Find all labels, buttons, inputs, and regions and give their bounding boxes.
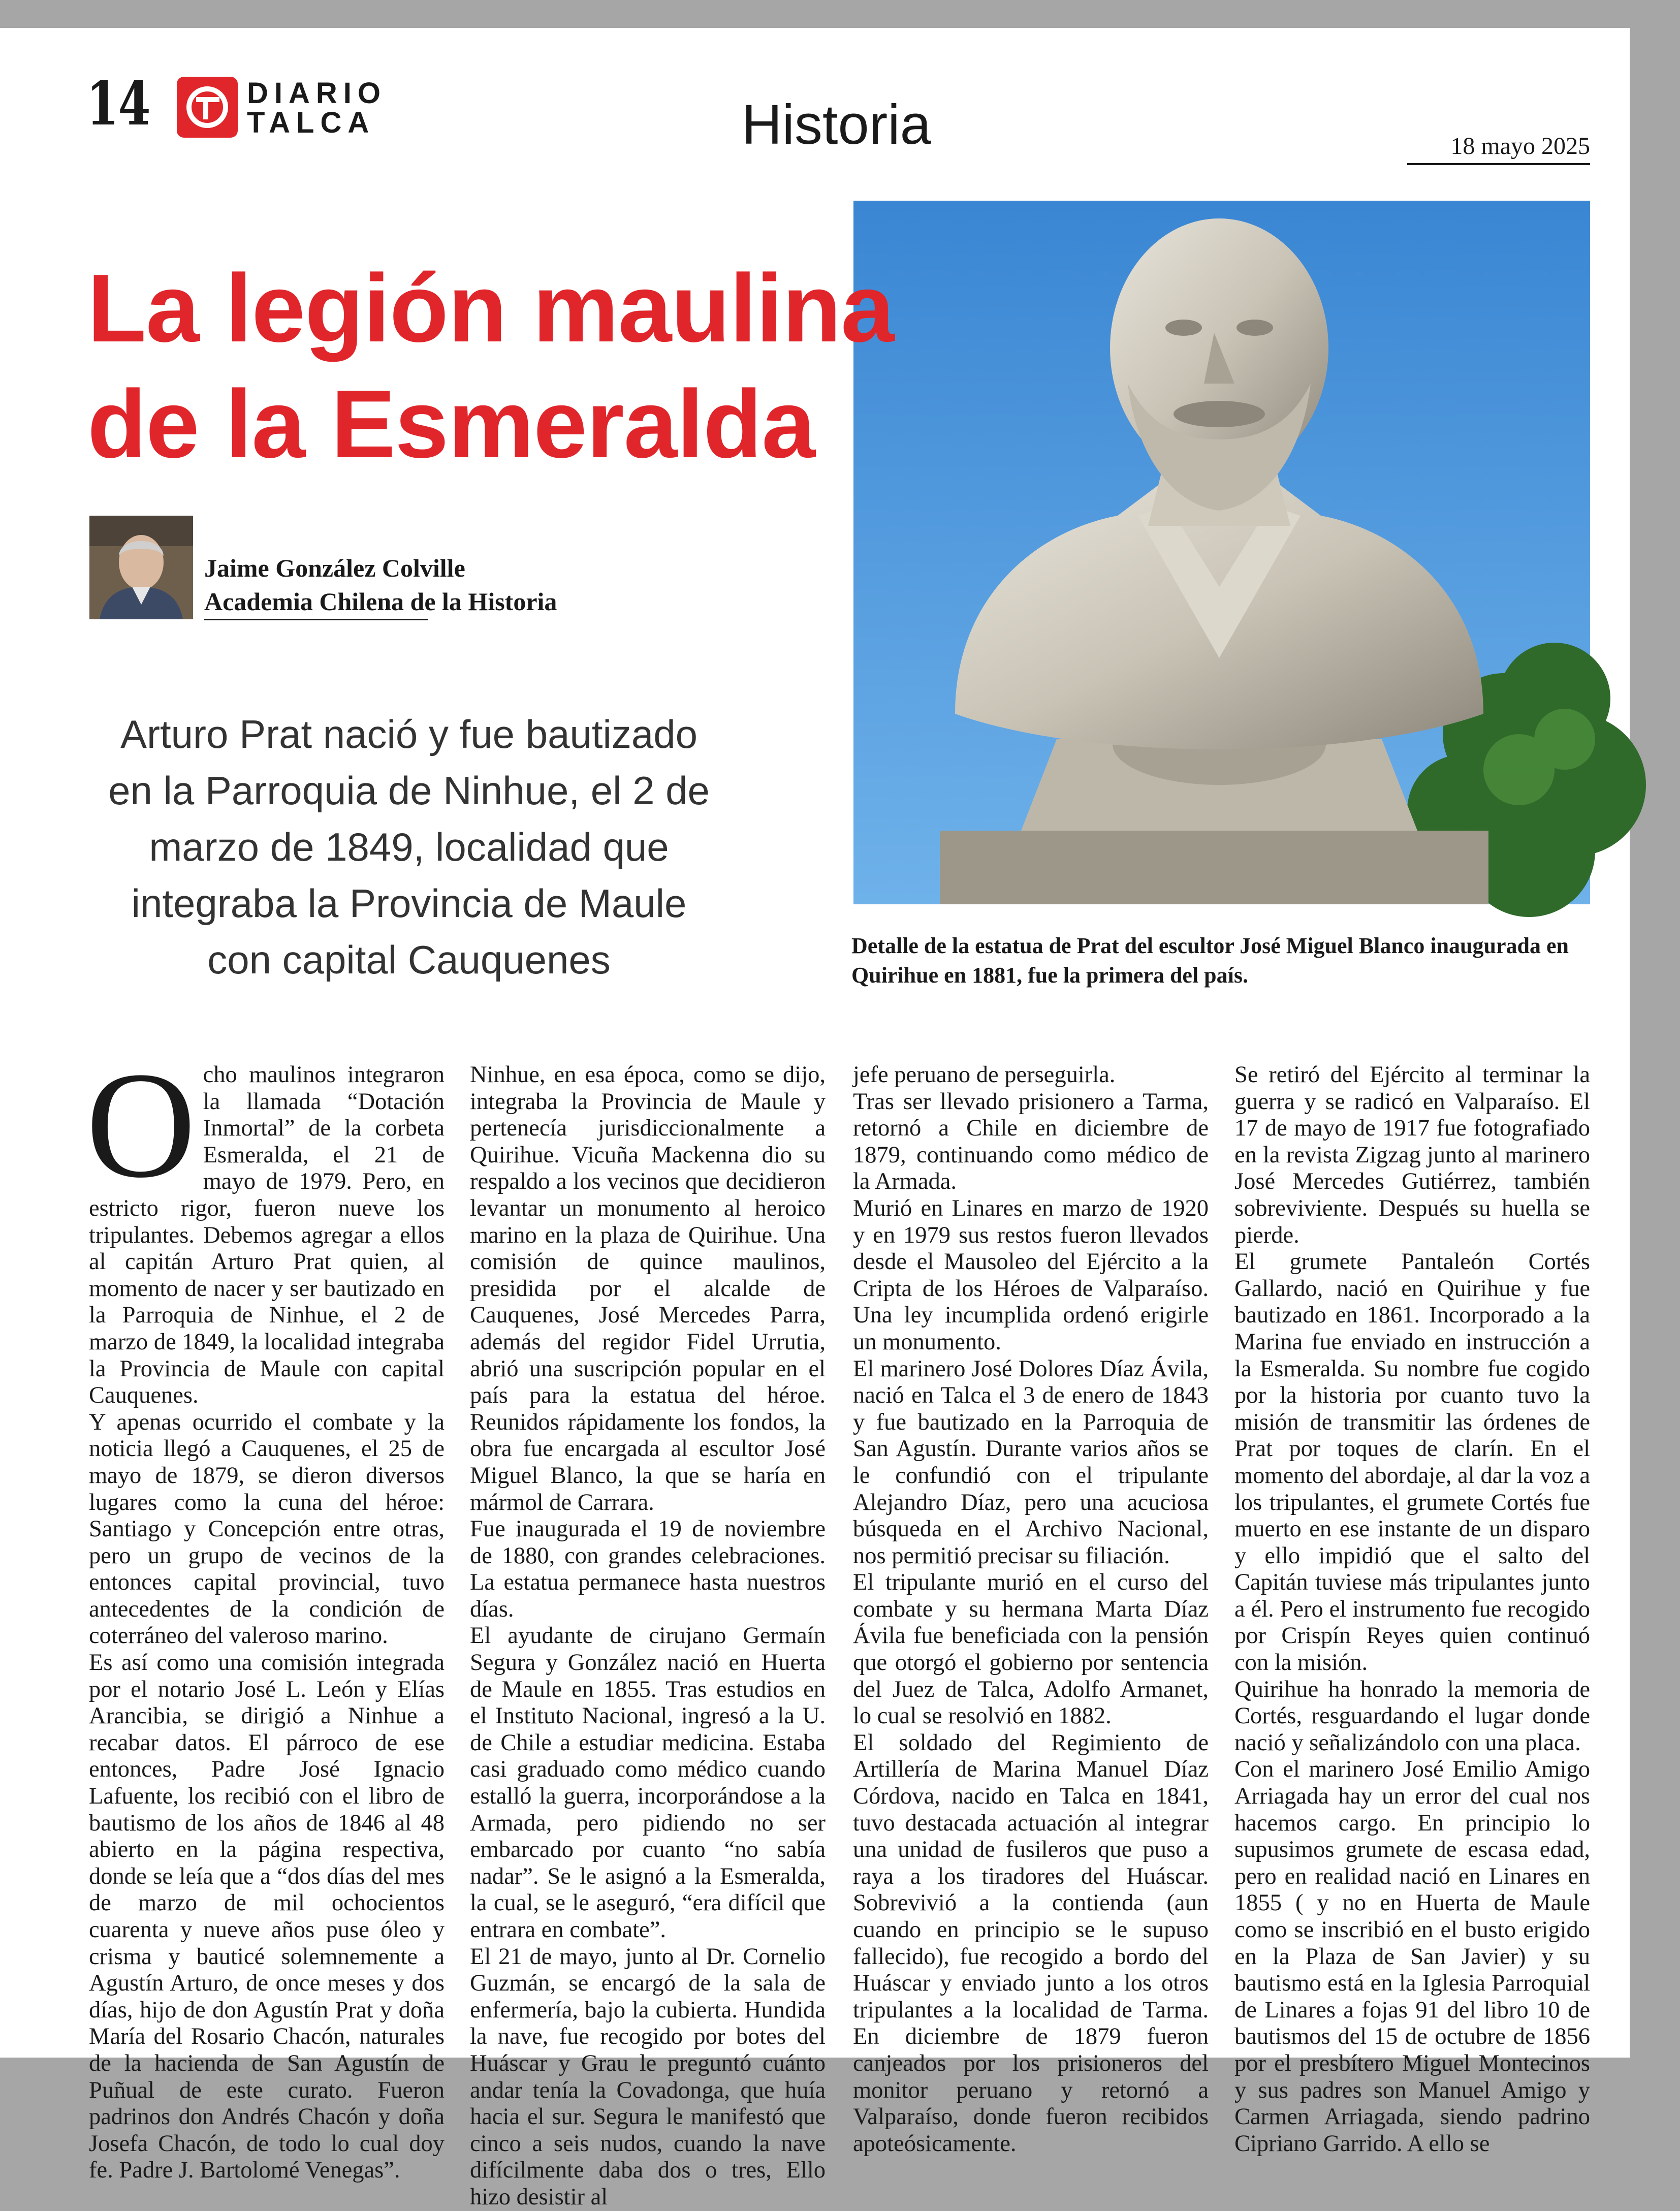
paragraph: Tras ser llevado prisionero a Tarma, retornó a Chile en diciembre de 1879, continuando como médico de la Armada. [853,1088,1209,1195]
headline-line-2: de la Esmeralda [87,366,820,482]
headline-line-1: La legión maulina [87,255,894,362]
paragraph: Ninhue, en esa época, como se dijo, integraba la Provincia de Maule y pertenecía jurisdiccionalmente a Quirihue. Vicuña Mackenna dio su respaldo a los vecinos que decidieron levantar un monumento al heroico marino en la plaza de Quirihue. Una comisión de quince maulinos, presidida por el alcalde de Cauquenes, José Mercedes Parra, además del regidor Fidel Urrutia, abrió una suscripción popular en el país para la estatua del héroe. Reunidos rápidamente los fondos, la obra fue encargada al escultor José Miguel Blanco, la que se haría en mármol de Carrara. [470,1062,826,1515]
paragraph: El soldado del Regimiento de Artillería de Marina Manuel Díaz Córdova, nacido en Talca en 1841, tuvo destacada actuación al integrar una unidad de fusileros que puso a raya a los tiradores del Huáscar. Sobrevivió a la contienda (aun cuando en principio se le supuso fallecido), fue recogido a bordo del Huáscar y enviado junto a los otros tripulantes a la localidad de Tarma. En diciembre de 1879 fueron canjeados por los prisioneros del monitor peruano y retornó a Valparaíso, donde fueron recibidos apoteósicamente. [853,1729,1209,2157]
author-divider [204,619,428,620]
article-headline [87,250,981,482]
newspaper-page [0,28,1630,2210]
article-column-3 [853,1062,1209,2157]
author-affiliation: Academia Chilena de la Historia [204,587,557,616]
paragraph: El marinero José Dolores Díaz Ávila, nació en Talca el 3 de enero de 1843 y fue bautizado en la Parroquia de San Agustín. Durante varios años se le confundió con el tripulante Alejandro Díaz, pero una acuciosa búsqueda en el Archivo Nacional, nos permitió precisar su filiación. [853,1355,1209,1569]
article-deck: Arturo Prat nació y fue bautizado en la Parroquia de Ninhue, el 2 de marzo de 1849, localidad que integraba la Provincia de Maule con capital Cauquenes [108,712,710,982]
section-name: Historia [742,93,931,156]
paragraph: Quirihue ha honrado la memoria de Cortés, resguardando el lugar donde nació y señalizándolo con una placa. [1234,1676,1590,1756]
paragraph [86,1040,445,1409]
article-column-1 [86,1040,445,2184]
author-photo [89,516,193,619]
article-column-2 [470,1062,826,2211]
article-column-4 [1234,1062,1590,2157]
author-byline [204,551,557,618]
paragraph: El ayudante de cirujano Germaín Segura y González nació en Huerta de Maule en 1855. Tras estudios en el Instituto Nacional, ingresó a la U. de Chile a estudiar medicina. Estaba casi graduado como médico cuando estalló la guerra, incorporándose a la Armada, pero pidiendo no ser embarcado por cuanto “no sabía nadar”. Se le asignó a la Esmeralda, la cual, se le aseguró, “era difícil que entrara en combate”. [470,1623,826,1943]
paragraph-text: cho maulinos integraron la llamada “Dotación Inmortal” de la corbeta Esmeralda, el 21 de mayo de 1979. Pero, en estricto rigor, fueron nueve los tripulantes. Debemos agregar a ellos al capitán Arturo Prat quien, al momento de nacer y ser bautizado en la Parroquia de Ninhue, el 2 de marzo de 1849, la localidad integraba la Provincia de Maule con capital Cauquenes. [89,1062,445,1409]
issue-date: 18 mayo 2025 [1407,132,1590,165]
paragraph: Murió en Linares en marzo de 1920 y en 1979 sus restos fueron llevados desde el Mausoleo del Ejército a la Cripta de los Héroes de Valparaíso. Una ley incumplida ordenó erigirle un monumento. [853,1195,1209,1355]
paragraph: Se retiró del Ejército al terminar la guerra y se radicó en Valparaíso. El 17 de mayo de 1917 fue fotografiado en la revista Zigzag junto al marinero José Mercedes Gutiérrez, también sobreviviente. Después su huella se pierde. [1234,1062,1590,1248]
paragraph: Fue inaugurada el 19 de noviembre de 1880, con grandes celebraciones. La estatua permanece hasta nuestros días. [470,1516,826,1622]
paragraph: jefe peruano de perseguirla. [853,1062,1116,1088]
paragraph: El grumete Pantaleón Cortés Gallardo, nació en Quirihue y fue bautizado en 1861. Incorporado a la Marina fue enviado en instrucción a la Esmeralda. Su nombre fue cogido por la historia por cuanto tuvo la misión de transmitir las órdenes de Prat por toques de clarín. En el momento del abordaje, al dar la voz a los tripulantes, el grumete Cortés fue muerto en ese instante de un disparo y ello impidió que el salto del Capitán tuviese más tripulantes junto a él. Pero el instrumento fue recogido por Crispín Reyes quien continuó con la misión. [1234,1249,1590,1676]
author-avatar-icon [89,516,193,619]
paragraph: Es así como una comisión integrada por el notario José L. León y Elías Arancibia, se dirigió a Ninhue a recabar datos. El párroco de ese entonces, Padre José Ignacio Lafuente, los recibió con el libro de bautismo de los años de 1846 al 48 abierto en la página respectiva, donde se leía que a “dos días del mes de marzo de mil ochocientos cuarenta y nueve años puse óleo y crisma y bauticé solemnemente a Agustín Arturo, de once meses y dos días, hijo de don Agustín Prat y doña María del Rosario Chacón, naturales de la hacienda de San Agustín de Puñual de este curato. Fueron padrinos don Andrés Chacón y doña Josefa Chacón, de todo lo cual doy fe. Padre J. Bartolomé Venegas”. [89,1650,445,2184]
logo-line-talca: TALCA [247,106,375,139]
author-name: Jaime González Colville [204,554,465,582]
logo-line-diario: DIARIO [247,77,387,110]
paragraph: Y apenas ocurrido el combate y la noticia llegó a Cauquenes, el 25 de mayo de 1879, se dieron diversos lugares como la cuna del héroe: Santiago y Concepción entre otras, pero un grupo de vecinos de la entonces capital provincial, tuvo antecedentes de la condición de coterráneo del valeroso marino. [89,1409,445,1649]
paragraph: El 21 de mayo, junto al Dr. Cornelio Guzmán, se encargó de la sala de enfermería, bajo la cubierta. Hundida la nave, fue recogido por botes del Huáscar y Grau le preguntó cuánto andar tenía la Covadonga, que huía hacia el sur. Segura le manifestó que cinco a seis nudos, cuando la nave difícilmente daba dos o tres, Ello hizo desistir al [470,1943,826,2210]
page-number: 14 [86,68,150,139]
dropcap: O [86,1040,196,1209]
paragraph: El tripulante murió en el curso del combate y su hermana Marta Díaz Ávila fue beneficiada con la pensión que otorgó el gobierno por sentencia del Juez de Talca, Adolfo Armanet, lo cual se resolvió en 1882. [853,1569,1209,1729]
diario-talca-logo-icon [177,77,238,138]
paragraph: Con el marinero José Emilio Amigo Arriagada hay un error del cual nos hacemos cargo. En principio lo supusimos grumete de escasa edad, pero en realidad nació en Linares en 1855 ( y no en Huerta de Maule como se inscribió en el busto erigido en la Plaza de San Javier) y su bautismo está en la Iglesia Parroquial de Linares a fojas 91 del libro 10 de bautismos del 15 de octubre de 1856 por el presbítero Miguel Montecinos y sus padres son Manuel Amigo y Carmen Arriagada, siendo padrino Cipriano Garrido. A ello se [1234,1756,1590,2157]
photo-caption: Detalle de la estatua de Prat del escultor José Miguel Blanco inaugurada en Quirihue en 1881, fue la primera del país. [851,933,1569,988]
logo-wordmark [247,79,387,138]
